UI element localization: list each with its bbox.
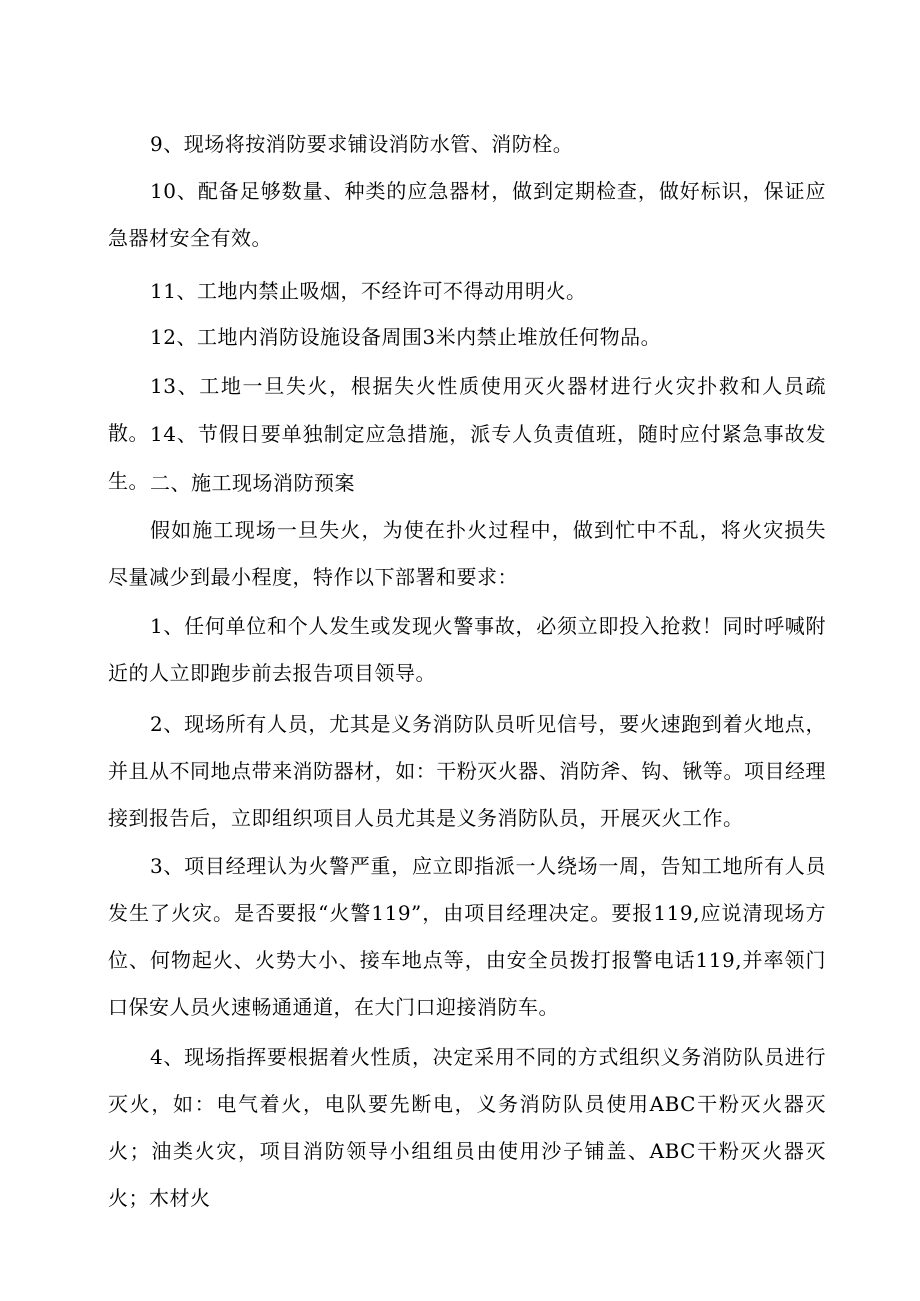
paragraph-item-14: 14、节假日要单独制定应急措施，派专人负责值班，随时应付紧急事故发生。 — [108, 422, 826, 493]
plan-item-2: 2、现场所有人员，尤其是义务消防队员听见信号，要火速跑到着火地点，并且从不同地点带来消防器材，如：干粉灭火器、消防斧、钩、锹等。项目经理接到报告后，立即组织项目人员尤其是义务消防队员，开展灭火工作。 — [108, 712, 826, 830]
section-heading-fire-plan: 二、施工现场消防预案 — [150, 471, 355, 495]
paragraph-item-9: 9、现场将按消防要求铺设消防水管、消防栓。 — [150, 132, 574, 156]
paragraph-item-11: 11、工地内禁止吸烟，不经许可不得动用明火。 — [150, 279, 587, 303]
intro-paragraph: 假如施工现场一旦失火，为使在扑火过程中，做到忙中不乱，将火灾损失尽量减少到最小程度，特作以下部署和要求： — [108, 518, 826, 589]
paragraph-item-13: 13、工地一旦失火，根据失火性质使用灭火器材进行火灾扑救和人员疏散。 — [108, 374, 826, 445]
plan-item-3: 3、项目经理认为火警严重，应立即指派一人绕场一周，告知工地所有人员发生了火灾。是否要报“火警119”，由项目经理决定。要报119,应说清现场方位、何物起火、火势大小、接车地点等，由安全员拨打报警电话119,并率领门口保安人员火速畅通通道，在大门口迎接消防车。 — [108, 854, 826, 1019]
plan-item-1: 1、任何单位和个人发生或发现火警事故，必须立即投入抢救！同时呼喊附近的人立即跑步前去报告项目领导。 — [108, 614, 826, 685]
paragraph-item-12: 12、工地内消防设施设备周围3米内禁止堆放任何物品。 — [150, 325, 662, 349]
paragraph-item-10: 10、配备足够数量、种类的应急器材，做到定期检查，做好标识，保证应急器材安全有效。 — [108, 179, 826, 250]
plan-item-4: 4、现场指挥要根据着火性质，决定采用不同的方式组织义务消防队员进行灭火，如：电气着火，电队要先断电，义务消防队员使用ABC干粉灭火器灭火；油类火灾，项目消防领导小组组员由使用沙子铺盖、ABC干粉灭火器灭火；木材火 — [108, 1045, 826, 1210]
